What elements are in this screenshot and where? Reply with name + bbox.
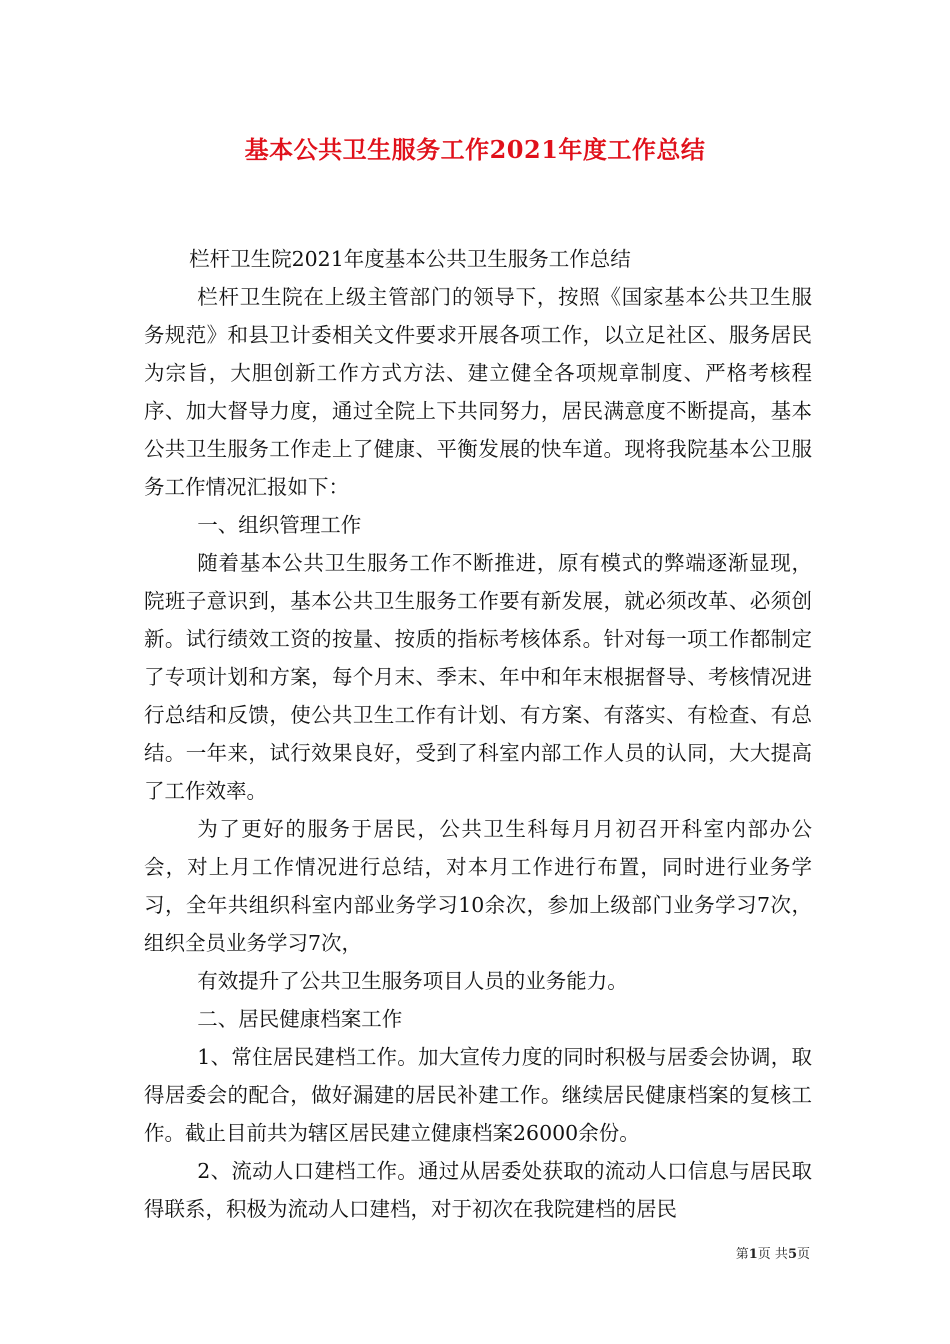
- organization-paragraph: 随着基本公共卫生服务工作不断推进，原有模式的弊端逐渐显现，院班子意识到，基本公共卫生服务工作要有新发展，就必须改革、必须创新。试行绩效工资的按量、按质的指标考核体系。针对每一项工作都制定了专项计划和方案，每个月末、季末、年中和年末根据督导、考核情况进行总结和反馈，使公共卫生工作有计划、有方案、有落实、有检查、有总结。一年来，试行效果良好，受到了科室内部工作人员的认同，大大提高了工作效率。: [144, 551, 812, 803]
- meeting-paragraph: 为了更好的服务于居民，公共卫生科每月月初召开科室内部办公会，对上月工作情况进行总结，对本月工作进行布置，同时进行业务学习，全年共组织科室内部业务学习10余次，参加上级部门业务学习7次，组织全员业务学习7次，: [144, 817, 812, 955]
- page-number: [736, 1246, 810, 1264]
- floating-population-paragraph: 2、流动人口建档工作。通过从居委处获取的流动人口信息与居民取得联系，积极为流动人口建档，对于初次在我院建档的居民: [144, 1159, 812, 1221]
- document-title: 基本公共卫生服务工作2021年度工作总结: [244, 135, 706, 164]
- page-current: 1: [748, 1247, 758, 1262]
- resident-records-paragraph: 1、常住居民建档工作。加大宣传力度的同时积极与居委会协调，取得居委会的配合，做好漏建的居民补建工作。继续居民健康档案的复核工作。截止目前共为辖区居民建立健康档案26000余份。: [144, 1045, 812, 1145]
- report-heading: 栏杆卫生院2021年度基本公共卫生服务工作总结: [189, 247, 631, 271]
- page-total: 5: [787, 1247, 797, 1262]
- page-suffix: 页: [796, 1247, 810, 1262]
- capability-paragraph: 有效提升了公共卫生服务项目人员的业务能力。: [197, 969, 628, 993]
- section-heading-health-records: 二、居民健康档案工作: [197, 1007, 403, 1031]
- intro-paragraph: 栏杆卫生院在上级主管部门的领导下，按照《国家基本公共卫生服务规范》和县卫计委相关文件要求开展各项工作，以立足社区、服务居民为宗旨，大胆创新工作方式方法、建立健全各项规章制度、严格考核程序、加大督导力度，通过全院上下共同努力，居民满意度不断提高，基本公共卫生服务工作走上了健康、平衡发展的快车道。现将我院基本公卫服务工作情况汇报如下：: [144, 285, 812, 499]
- section-heading-organization: 一、组织管理工作: [197, 513, 362, 537]
- page-middle: 页 共: [757, 1247, 788, 1262]
- document-body: [144, 240, 812, 1228]
- page-prefix: 第: [735, 1247, 749, 1262]
